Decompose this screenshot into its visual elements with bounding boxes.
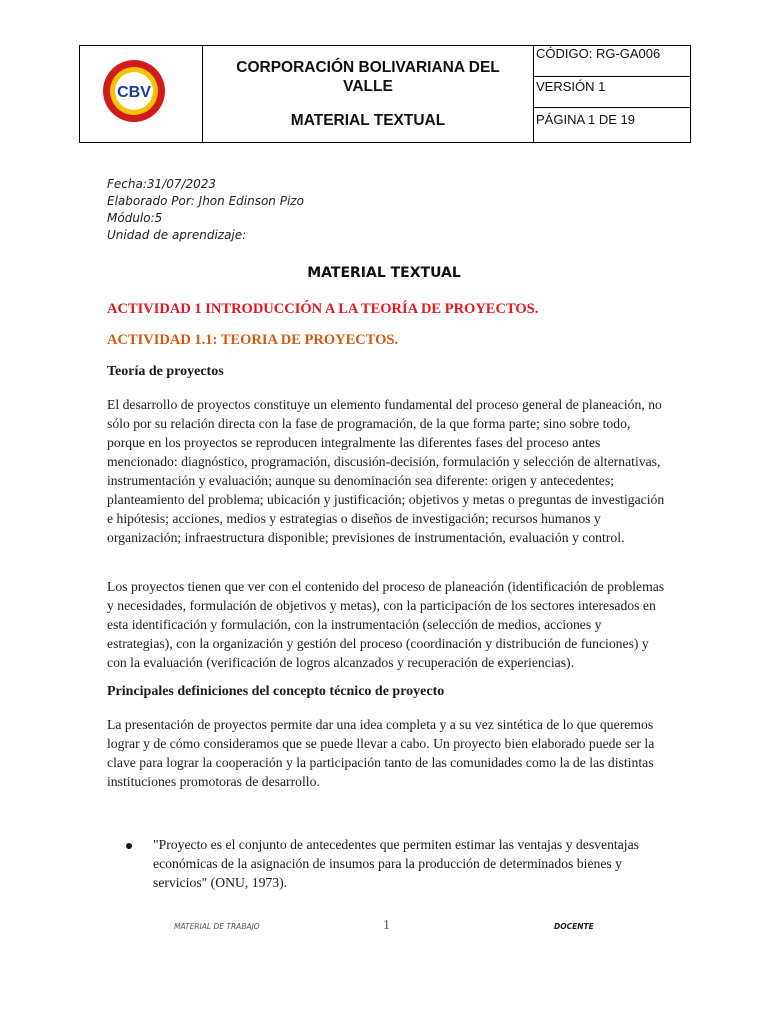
document-title: MATERIAL TEXTUAL	[307, 265, 461, 281]
version-cell: VERSIÓN 1	[534, 77, 690, 108]
unit-line: Unidad de aprendizaje:	[107, 228, 247, 242]
code-cell: CÓDIGO: RG-GA006	[534, 46, 690, 77]
paragraph-3: La presentación de proyectos permite dar una idea completa y a su vez sintética de lo que queremos lograr y de cómo consideramos que se puede llevar a cabo. Un proyecto bien elaborado puede ser la clave para lograr la cooperación y la participación tanto de las comunidades como la de las distintas instituciones promotoras de desarrollo.	[107, 717, 655, 789]
document-meta	[107, 176, 304, 244]
material-label: MATERIAL TEXTUAL	[290, 112, 446, 129]
date-line: Fecha:31/07/2023	[107, 177, 217, 191]
bullet-icon	[126, 843, 132, 849]
footer-page-number: 1	[383, 918, 390, 933]
activity-1-1-heading: ACTIVIDAD 1.1: TEORIA DE PROYECTOS.	[107, 332, 399, 348]
section-heading-definitions: Principales definiciones del concepto técnico de proyecto	[107, 684, 445, 699]
title-cell	[203, 46, 534, 142]
header-table	[79, 45, 691, 143]
list-item-text: "Proyecto es el conjunto de antecedentes que permiten estimar las ventajas y desventajas económicas de la asignación de insumos para la producción de determinados bienes y servicios" (ONU, 1973).	[153, 837, 639, 890]
footer-left-label: MATERIAL DE TRABAJO	[174, 922, 260, 931]
activity-1-heading: ACTIVIDAD 1 INTRODUCCIÓN A LA TEORÍA DE PROYECTOS.	[107, 301, 539, 317]
logo-cell	[80, 46, 203, 142]
cbv-logo	[102, 59, 166, 123]
section-heading-theory: Teoría de proyectos	[107, 364, 224, 379]
footer-right-label: DOCENTE	[554, 922, 594, 931]
paragraph-2: Los proyectos tienen que ver con el contenido del proceso de planeación (identificación de problemas y necesidades, formulación de objetivos y metas), con la participación de los sectores interesados en esta identificación y formulación, con la instrumentación (selección de medios, acciones y estrategias), con la organización y gestión del proceso (coordinación y distribución de funciones) y con la evaluación (verificación de logros alcanzados y recuperación de experiencias).	[107, 579, 665, 670]
author-line: Elaborado Por: Jhon Edinson Pizo	[107, 194, 304, 208]
module-line: Módulo:5	[107, 211, 163, 225]
page-cell: PÁGINA 1 DE 19	[536, 112, 635, 127]
svg-text:CBV: CBV	[117, 84, 151, 101]
paragraph-1: El desarrollo de proyectos constituye un elemento fundamental del proceso general de planeación, no sólo por su relación directa con la fase de programación, de la que forma parte; sino sobre todo, porque en los proyectos se reproducen integralmente las diferentes fases del proceso antes mencionado: diagnóstico, programación, discusión-decisión, formulación y selección de alternativas, instrumentación y evaluación; aunque su denominación sea diferente: origen y antecedentes; planteamiento del problema; ubicación y justificación; objetivos y metas o preguntas de investigación e hipótesis; acciones, medios y estrategias o diseños de investigación; recursos humanos y organización; infraestructura disponible; previsiones de instrumentación, evaluación y control.	[107, 397, 665, 545]
organization-name: CORPORACIÓN BOLIVARIANA DEL VALLE	[236, 59, 500, 95]
